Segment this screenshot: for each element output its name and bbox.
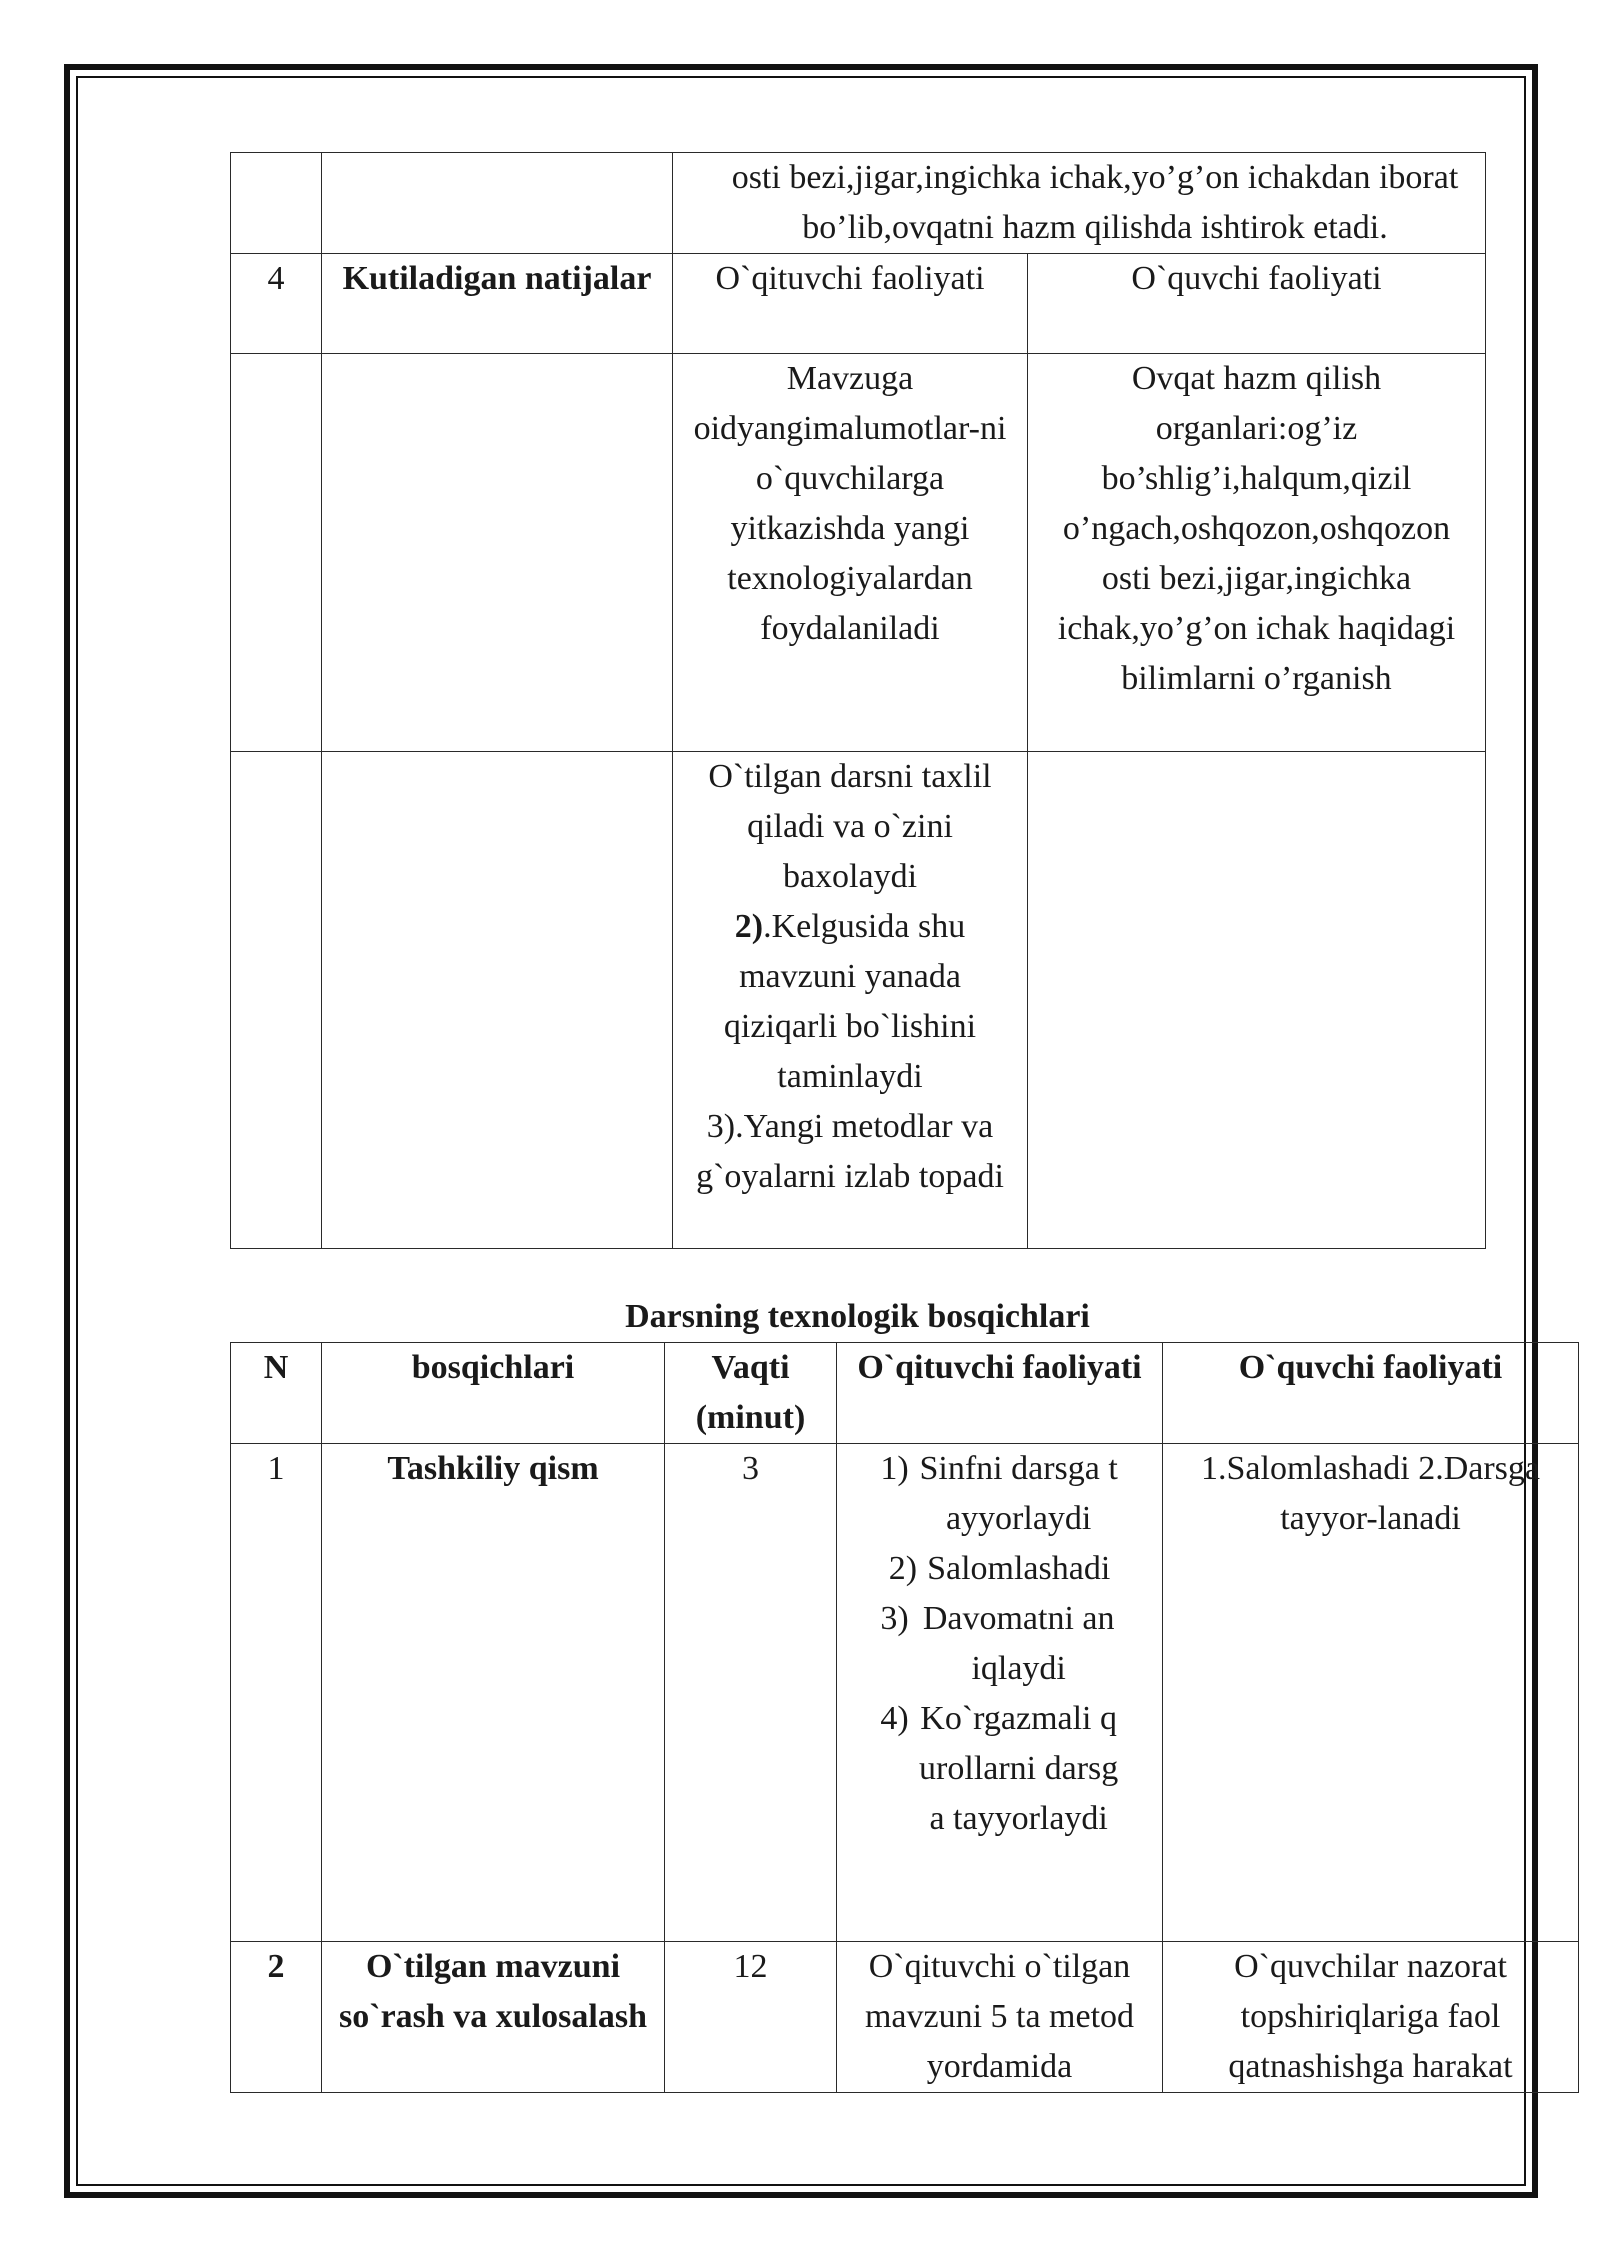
section-title: Darsning texnologik bosqichlari [625, 1298, 1090, 1335]
student-activity: O`quvchilar nazorat topshiriqlariga faol qatnashishga harakat [1163, 1942, 1579, 2093]
table-row [231, 1444, 1579, 1942]
student-activity: Ovqat hazm qilish organlari:og’iz bo’shlig’i,halqum,qizil o’ngach,oshqozon,oshqozon osti bezi,jigar,ingichka ichak,yo’g’on ichak haqidagi bilimlarni o’rganish [1028, 354, 1486, 752]
table-row [231, 1942, 1579, 2093]
table-row [231, 153, 1486, 254]
teacher-activity-list [845, 1444, 1154, 1844]
teacher-activity [837, 1444, 1163, 1942]
row-number: 4 [231, 254, 322, 354]
teacher-activity-p3: 3).Yangi metodlar va g`oyalarni izlab topadi [696, 1108, 1004, 1195]
cell-empty [322, 354, 673, 752]
teacher-header: O`qituvchi faoliyati [673, 254, 1028, 354]
header-student: O`quvchi faoliyati [1163, 1343, 1579, 1444]
cell-empty [322, 153, 673, 254]
lesson-stages-table [230, 1342, 1579, 2093]
cell-empty [322, 752, 673, 1249]
header-teacher: O`qituvchi faoliyati [837, 1343, 1163, 1444]
row-number: 1 [231, 1444, 322, 1942]
teacher-activity [673, 752, 1028, 1249]
table-row [231, 254, 1486, 354]
teacher-activity: O`qituvchi o`tilgan mavzuni 5 ta metod yordamida [837, 1942, 1163, 2093]
header-time: Vaqti (minut) [665, 1343, 837, 1444]
table-row [231, 354, 1486, 752]
teacher-activity-p1: O`tilgan darsni taxlil qiladi va o`zini baxolaydi [708, 758, 992, 895]
stage-name: O`tilgan mavzuni so`rash va xulosalash [322, 1942, 665, 2093]
cell-empty [1028, 752, 1486, 1249]
list-item: 3) Davomatni aniqlaydi [880, 1600, 1115, 1687]
continuation-text: osti bezi,jigar,ingichka ichak,yo’g’on ichakdan iborat bo’lib,ovqatni hazm qilishda ishtirok etadi. [673, 153, 1486, 254]
table-header-row [231, 1343, 1579, 1444]
row-number: 2 [231, 1942, 322, 2093]
header-stages: bosqichlari [322, 1343, 665, 1444]
header-n: N [231, 1343, 322, 1444]
student-header: O`quvchi faoliyati [1028, 254, 1486, 354]
stage-time: 12 [665, 1942, 837, 2093]
row-label: Kutiladigan natijalar [322, 254, 673, 354]
table-row [231, 752, 1486, 1249]
expected-results-table [230, 152, 1486, 1249]
teacher-activity: Mavzuga oidyangimalumotlar-ni o`quvchilarga yitkazishda yangi texnologiyalardan foydalaniladi [673, 354, 1028, 752]
stage-name: Tashkiliy qism [322, 1444, 665, 1942]
teacher-activity-p2-num: 2) [734, 908, 764, 945]
teacher-activity-p2: .Kelgusida shu mavzuni yanada qiziqarli bo`lishini taminlaydi [723, 908, 977, 1095]
list-item: 1) Sinfni darsga tayyorlaydi [880, 1450, 1118, 1537]
student-activity: 1.Salomlashadi 2.Darsga tayyor-lanadi [1163, 1444, 1579, 1942]
stage-time: 3 [665, 1444, 837, 1942]
cell-empty [231, 153, 322, 254]
list-item: 2) Salomlashadi [888, 1550, 1111, 1587]
cell-empty [231, 354, 322, 752]
list-item: 4) Ko`rgazmali qurollarni darsga tayyorlaydi [880, 1700, 1119, 1837]
cell-empty [231, 752, 322, 1249]
